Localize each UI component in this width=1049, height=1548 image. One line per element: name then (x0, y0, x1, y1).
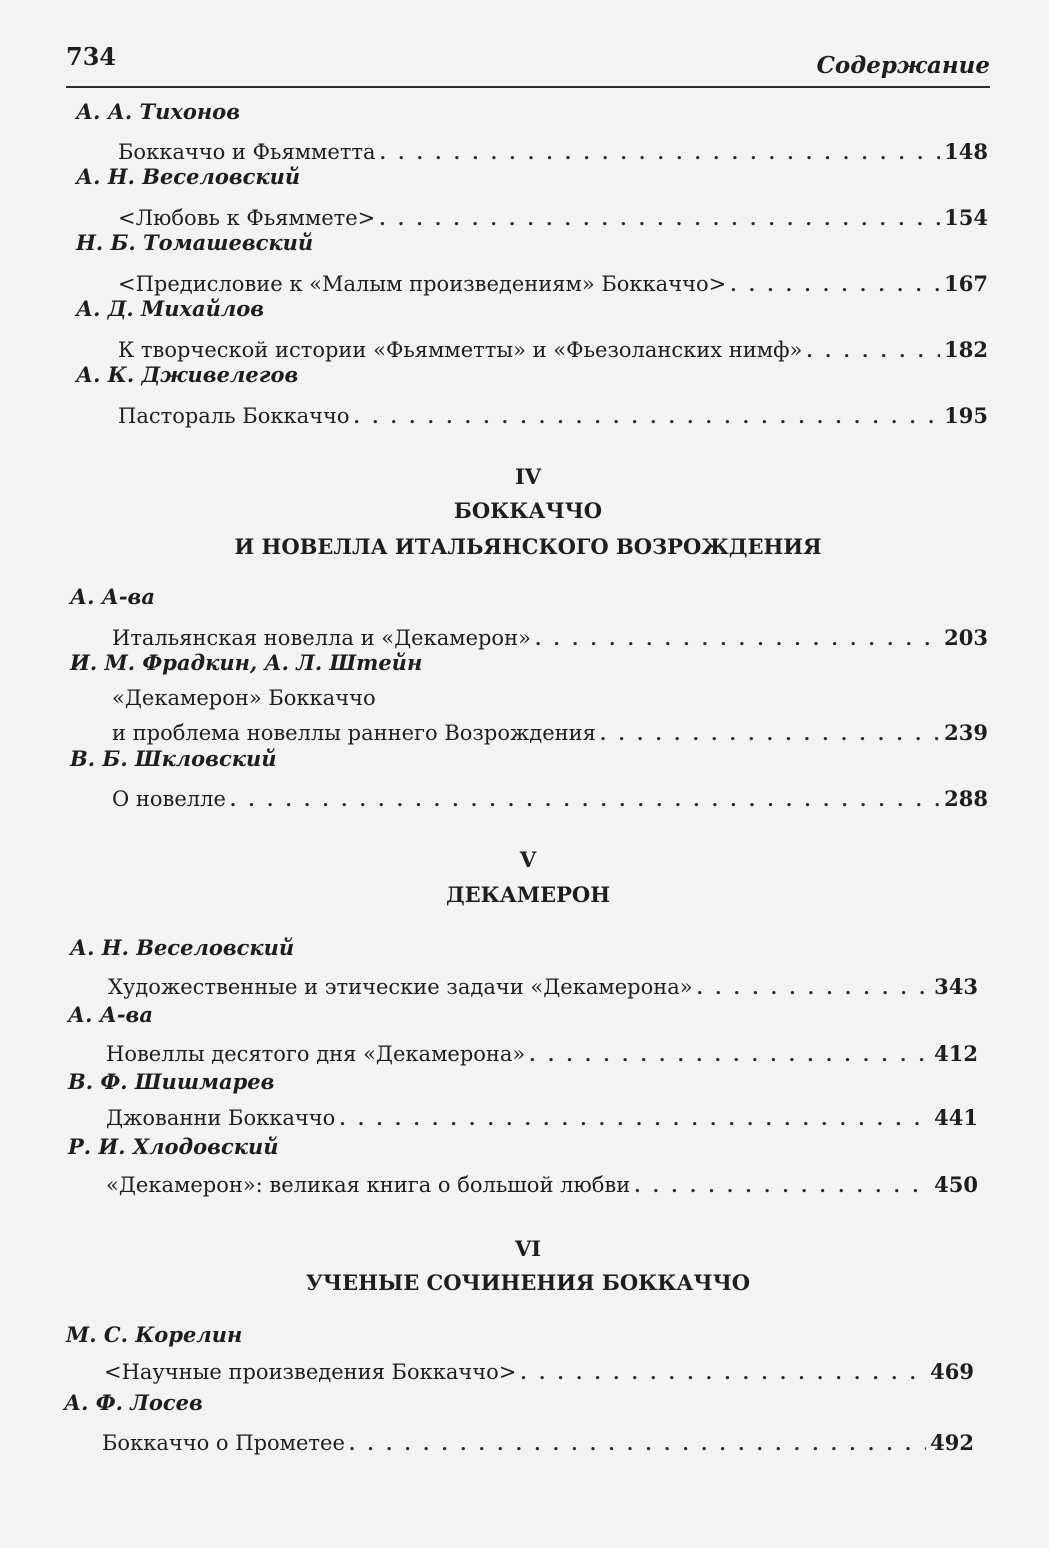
toc-entry-page: 148 (944, 139, 988, 164)
toc-entry-title: «Декамерон»: великая книга о большой любви (106, 1173, 631, 1197)
toc-entry[interactable] (112, 627, 988, 649)
toc-entry-title: Джованни Боккаччо (106, 1106, 336, 1130)
running-title: Содержание (816, 52, 990, 79)
section-title: БОККАЧЧО (453, 498, 603, 523)
toc-entry-page: 288 (944, 786, 988, 811)
dot-leader (697, 980, 931, 998)
toc-entry-title: Итальянская новелла и «Декамерон» (112, 626, 531, 650)
toc-entry-title: Боккаччо о Прометее (102, 1431, 345, 1455)
toc-author: Р. И. Хлодовский (68, 1134, 279, 1159)
toc-entry-page: 195 (944, 403, 988, 428)
dot-leader (349, 1436, 926, 1454)
section-title: И НОВЕЛЛА ИТАЛЬЯНСКОГО ВОЗРОЖДЕНИЯ (234, 534, 822, 559)
toc-entry[interactable] (112, 722, 988, 744)
toc-entry-title: О новелле (112, 787, 226, 811)
toc-entry-title: <Предисловие к «Малым произведениям» Боккаччо> (118, 272, 727, 296)
toc-entry-page: 412 (934, 1041, 978, 1066)
toc-entry-title: <Научные произведения Боккаччо> (104, 1360, 517, 1384)
section-title: ДЕКАМЕРОН (445, 882, 611, 907)
toc-entry-title: К творческой истории «Фьямметты» и «Фьезоланских нимф» (118, 338, 803, 362)
toc-author: А. К. Дживелегов (76, 362, 299, 387)
dot-leader (529, 1047, 930, 1065)
toc-author: А. А-ва (68, 1002, 153, 1027)
section-number: V (519, 847, 537, 872)
toc-entry-page: 154 (944, 205, 988, 230)
toc-entry-page: 203 (944, 625, 988, 650)
toc-entry-page: 182 (944, 337, 988, 362)
dot-leader (806, 343, 940, 361)
toc-author: В. Б. Шкловский (70, 746, 277, 771)
toc-entry[interactable] (108, 976, 978, 998)
section-title: УЧЕНЫЕ СОЧИНЕНИЯ БОККАЧЧО (305, 1270, 751, 1295)
toc-entry-title: Пастораль Боккаччо (118, 404, 350, 428)
dot-leader (354, 409, 941, 427)
toc-entry-title-line: «Декамерон» Боккаччо (112, 686, 376, 710)
toc-entry[interactable] (112, 788, 988, 810)
toc-entry-page: 492 (930, 1430, 974, 1455)
toc-author: А. Д. Михайлов (76, 296, 265, 321)
toc-entry-title: и проблема новеллы раннего Возрождения (112, 721, 596, 745)
dot-leader (600, 726, 940, 744)
toc-entry-title: Новеллы десятого дня «Декамерона» (106, 1042, 526, 1066)
toc-entry-page: 343 (934, 974, 978, 999)
toc-author: А. Н. Веселовский (70, 935, 295, 960)
toc-entry[interactable] (118, 339, 988, 361)
dot-leader (730, 277, 940, 295)
toc-entry[interactable] (118, 207, 988, 229)
toc-entry[interactable] (102, 1432, 974, 1454)
toc-entry[interactable] (104, 1361, 974, 1383)
toc-author: А. Н. Веселовский (76, 164, 301, 189)
toc-author: А. А. Тихонов (76, 99, 240, 124)
toc-entry[interactable] (118, 273, 988, 295)
toc-author: И. М. Фрадкин, А. Л. Штейн (70, 650, 423, 675)
toc-entry[interactable] (106, 1043, 978, 1065)
toc-entry[interactable] (106, 1174, 978, 1196)
toc-entry-title: Боккаччо и Фьямметта (118, 140, 376, 164)
toc-entry-title: <Любовь к Фьяммете> (118, 206, 376, 230)
toc-author: М. С. Корелин (66, 1322, 243, 1347)
toc-author: А. А-ва (70, 584, 155, 609)
toc-entry-page: 441 (934, 1105, 978, 1130)
page-header (66, 38, 990, 88)
toc-entry[interactable] (106, 1107, 978, 1129)
dot-leader (634, 1178, 930, 1196)
toc-entry-title: Художественные и этические задачи «Декамерона» (108, 975, 693, 999)
dot-leader (230, 792, 940, 810)
toc-entry[interactable] (118, 405, 988, 427)
toc-entry-page: 469 (930, 1359, 974, 1384)
toc-author: В. Ф. Шишмарев (68, 1069, 275, 1094)
toc-entry-page: 450 (934, 1172, 978, 1197)
page-number: 734 (66, 42, 117, 71)
toc-entry[interactable] (118, 141, 988, 163)
dot-leader (379, 211, 940, 229)
section-number: VI (514, 1236, 542, 1261)
dot-leader (380, 145, 941, 163)
dot-leader (535, 631, 940, 649)
toc-entry-page: 239 (944, 720, 988, 745)
toc-author: А. Ф. Лосев (64, 1390, 203, 1415)
toc-entry-page: 167 (944, 271, 988, 296)
section-number: IV (514, 464, 542, 489)
toc-author: Н. Б. Томашевский (76, 230, 314, 255)
dot-leader (339, 1111, 930, 1129)
dot-leader (520, 1365, 926, 1383)
